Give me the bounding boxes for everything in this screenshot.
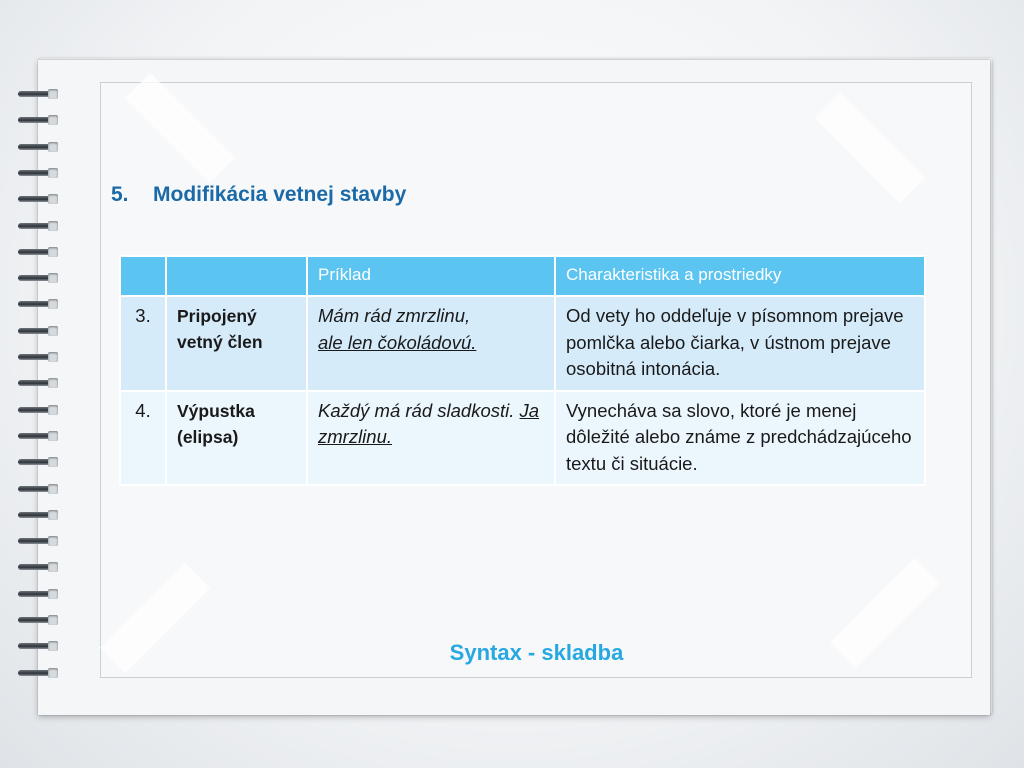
spiral-ring	[18, 351, 60, 365]
row-example	[307, 296, 555, 391]
example-underlined-text: Ja zmrzlinu.	[318, 399, 540, 447]
column-header-number	[120, 256, 166, 296]
row-number: 3.	[120, 296, 166, 391]
spiral-ring	[18, 246, 60, 260]
row-description: Od vety ho oddeľuje v písomnom prejave pomlčka alebo čiarka, v ústnom prejave osobitná intonácia.	[555, 296, 925, 391]
table-row	[120, 296, 925, 391]
column-header-term	[166, 256, 307, 296]
spiral-ring	[18, 220, 60, 234]
example-text: Mám rád zmrzlinu,	[318, 305, 471, 326]
column-header-example: Príklad	[307, 256, 555, 296]
example-underlined-text: ale len čokoládovú.	[318, 331, 477, 353]
spiral-ring	[18, 404, 60, 418]
heading-number: 5.	[111, 183, 129, 206]
row-example	[307, 391, 555, 486]
spiral-ring	[18, 193, 60, 207]
row-term: Výpustka (elipsa)	[166, 391, 307, 486]
spiral-ring	[18, 272, 60, 286]
spiral-ring	[18, 483, 60, 497]
spiral-ring	[18, 298, 60, 312]
spiral-ring	[18, 667, 60, 681]
spiral-ring	[18, 167, 60, 181]
row-term: Pripojený vetný člen	[166, 296, 307, 391]
spiral-ring	[18, 588, 60, 602]
spiral-ring	[18, 141, 60, 155]
heading-text: Modifikácia vetnej stavby	[153, 183, 407, 206]
slide-footer: Syntax - skladba	[449, 640, 624, 665]
spiral-ring	[18, 509, 60, 523]
syntax-table	[119, 255, 926, 486]
spiral-ring	[18, 535, 60, 549]
spiral-ring	[18, 325, 60, 339]
spiral-ring	[18, 561, 60, 575]
slide-heading	[111, 183, 406, 207]
column-header-description: Charakteristika a prostriedky	[555, 256, 925, 296]
spiral-ring	[18, 377, 60, 391]
table-row	[120, 391, 925, 486]
spiral-ring	[18, 88, 60, 102]
row-number: 4.	[120, 391, 166, 486]
spiral-ring	[18, 614, 60, 628]
row-description: Vynecháva sa slovo, ktoré je menej dôležité alebo známe z predchádzajúceho textu či situácie.	[555, 391, 925, 486]
spiral-ring	[18, 430, 60, 444]
example-text: Každý má rád sladkosti.	[318, 399, 515, 421]
table-header-row	[120, 256, 925, 296]
spiral-ring	[18, 114, 60, 128]
spiral-ring	[18, 456, 60, 470]
